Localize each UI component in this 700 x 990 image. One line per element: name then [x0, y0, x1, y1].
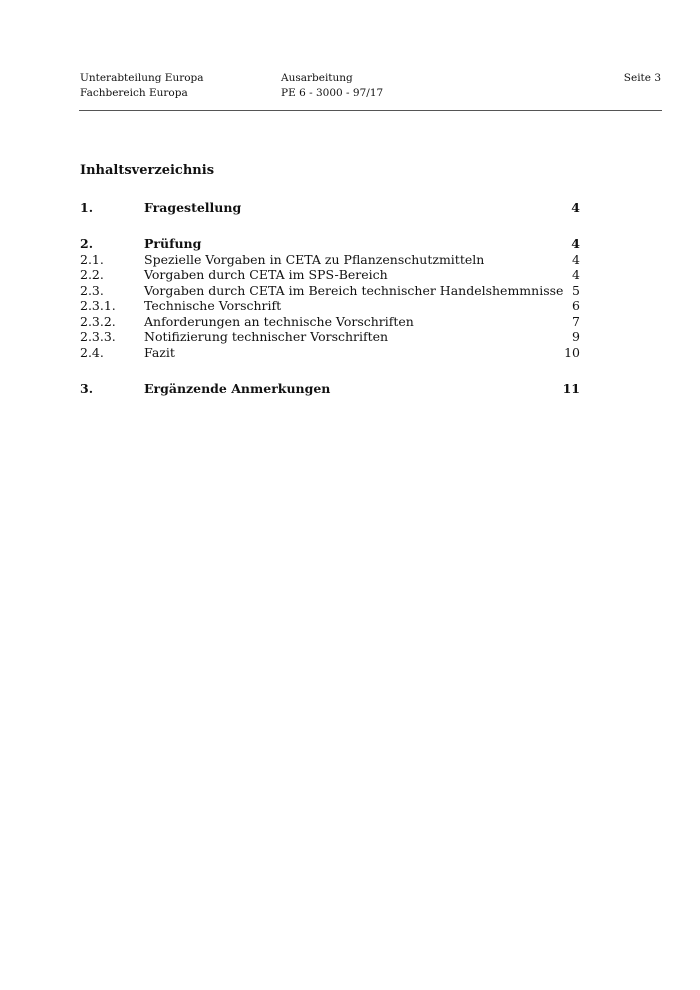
- toc-entry-title: Vorgaben durch CETA im Bereich technischer Handelshemmnisse: [144, 283, 564, 298]
- toc-entry-title: Technische Vorschrift: [144, 298, 282, 313]
- toc-entry-page: 6: [572, 298, 580, 313]
- toc-entry-2-3-2[interactable]: [80, 314, 580, 330]
- toc-entry-2-4[interactable]: [80, 345, 580, 361]
- toc-entry-title: Ergänzende Anmerkungen: [144, 381, 331, 396]
- toc-entry-number: 2.3.2.: [80, 314, 116, 329]
- table-of-contents: [80, 0, 580, 990]
- toc-entry-2-3-3[interactable]: [80, 329, 580, 345]
- toc-entry-title: Anforderungen an technische Vorschriften: [144, 314, 414, 329]
- toc-entry-number: 2.: [80, 236, 94, 251]
- toc-entry-title: Prüfung: [144, 236, 202, 251]
- toc-entry-page: 4: [572, 267, 580, 282]
- toc-entry-page: 5: [572, 283, 580, 298]
- page-number-label: Seite 3: [623, 72, 661, 84]
- toc-entry-title: Fazit: [144, 345, 175, 360]
- toc-entry-number: 2.2.: [80, 267, 104, 282]
- toc-title: Inhaltsverzeichnis: [80, 163, 215, 178]
- header-document-type: Ausarbeitung: [281, 72, 353, 84]
- toc-entry-page: 7: [572, 314, 580, 329]
- header-page-number: [624, 71, 661, 86]
- toc-entry-title: Vorgaben durch CETA im SPS-Bereich: [144, 267, 388, 282]
- toc-entry-1[interactable]: [80, 200, 580, 216]
- header-division: Fachbereich Europa: [80, 87, 188, 99]
- toc-entry-title: Fragestellung: [144, 200, 242, 215]
- toc-entry-number: 1.: [80, 200, 94, 215]
- toc-entry-page: 4: [571, 236, 580, 251]
- toc-entry-2-3[interactable]: [80, 283, 580, 299]
- header-reference-number: PE 6 - 3000 - 97/17: [281, 87, 384, 99]
- toc-entry-page: 10: [564, 345, 580, 360]
- toc-entry-2-2[interactable]: [80, 267, 580, 283]
- toc-entry-title: Spezielle Vorgaben in CETA zu Pflanzenschutzmitteln: [144, 252, 485, 267]
- toc-entry-2-1[interactable]: [80, 252, 580, 268]
- toc-entry-page: 9: [572, 329, 580, 344]
- toc-entry-number: 2.1.: [80, 252, 104, 267]
- toc-entry-page: 4: [572, 252, 580, 267]
- toc-entry-2[interactable]: [80, 236, 580, 252]
- header-subdivision: Unterabteilung Europa: [80, 72, 204, 84]
- toc-entry-2-3-1[interactable]: [80, 298, 580, 314]
- toc-entry-number: 3.: [80, 381, 94, 396]
- toc-entry-number: 2.3.1.: [80, 298, 116, 313]
- toc-entry-page: 11: [562, 381, 580, 396]
- toc-entry-page: 4: [571, 200, 580, 215]
- toc-entry-number: 2.4.: [80, 345, 104, 360]
- toc-entry-number: 2.3.3.: [80, 329, 116, 344]
- toc-entry-title: Notifizierung technischer Vorschriften: [144, 329, 389, 344]
- toc-entry-number: 2.3.: [80, 283, 104, 298]
- toc-entry-3[interactable]: [80, 381, 580, 397]
